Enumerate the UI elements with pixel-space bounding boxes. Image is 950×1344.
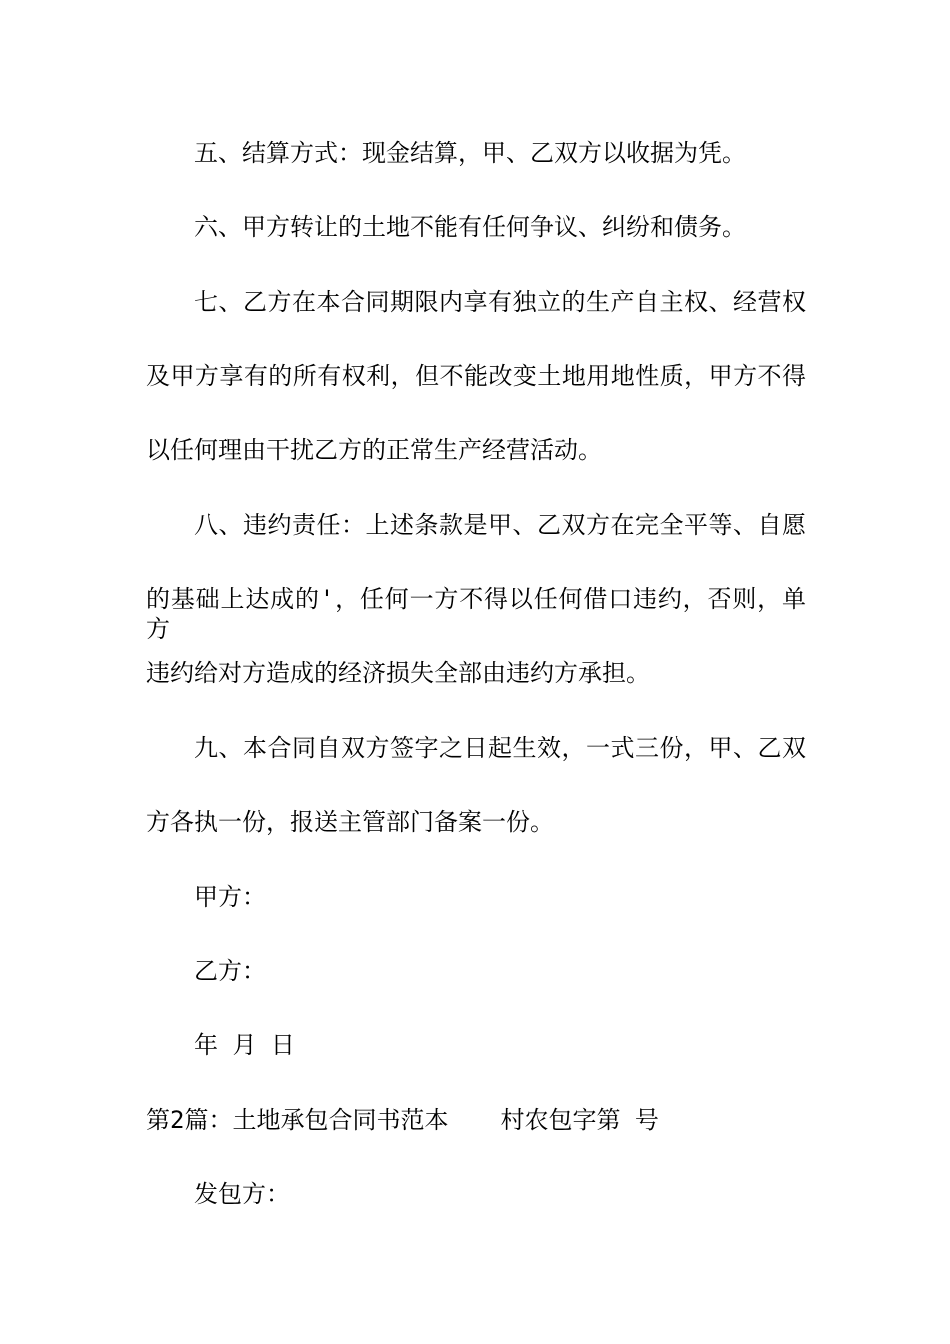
clause-8-line-1: 八、违约责任：上述条款是甲、乙双方在完全平等、自愿	[194, 511, 806, 539]
section-heading	[146, 1105, 806, 1135]
clause-7-line-2: 及甲方享有的所有权利，但不能改变土地用地性质，甲方不得	[146, 362, 806, 390]
clause-7-line-3: 以任何理由干扰乙方的正常生产经营活动。	[146, 436, 602, 464]
clause-9-line-1: 九、本合同自双方签字之日起生效，一式三份，甲、乙双	[194, 734, 806, 762]
clause-9-line-2: 方各执一份，报送主管部门备案一份。	[146, 808, 554, 836]
clause-8-line-2: 的基础上达成的'，任何一方不得以任何借口违约，否则，单方	[146, 585, 806, 643]
section-title: 第2篇：土地承包合同书范本	[146, 1106, 449, 1134]
party-a-signature-label: 甲方：	[194, 883, 266, 911]
contract-number-label: 村农包字第 号	[500, 1106, 659, 1134]
party-b-signature-label: 乙方：	[194, 957, 266, 985]
clause-7-line-1: 七、乙方在本合同期限内享有独立的生产自主权、经营权	[194, 288, 806, 316]
clause-6: 六、甲方转让的土地不能有任何争议、纠纷和债务。	[194, 213, 746, 241]
clause-5: 五、结算方式：现金结算，甲、乙双方以收据为凭。	[194, 139, 746, 167]
clause-8-line-3: 违约给对方造成的经济损失全部由违约方承担。	[146, 659, 650, 687]
contractor-label: 发包方：	[194, 1180, 290, 1208]
signature-date-label: 年 月 日	[194, 1031, 295, 1059]
